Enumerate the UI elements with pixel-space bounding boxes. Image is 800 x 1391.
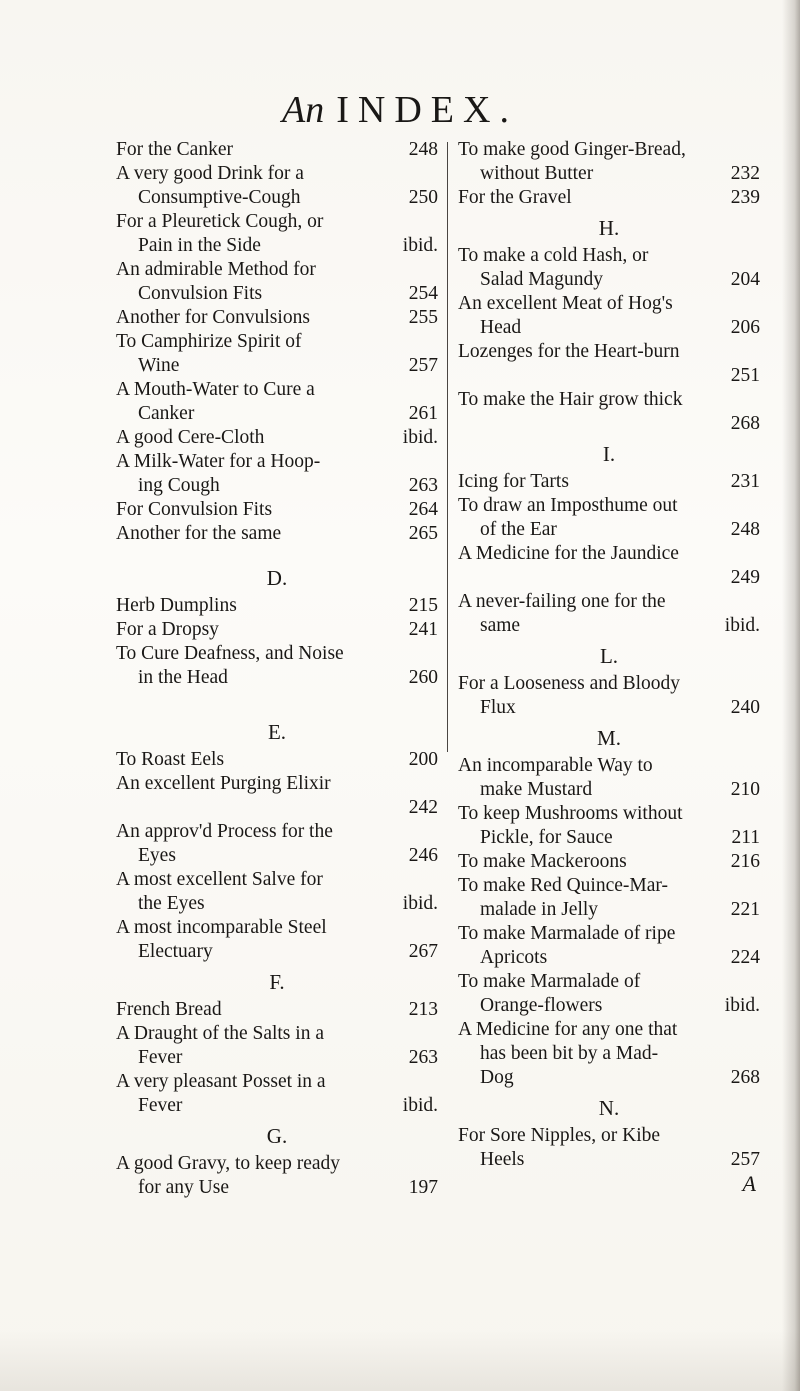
entry-line: [458, 922, 760, 946]
page-number: ibid.: [402, 893, 438, 914]
entry-text: For the Gravel: [458, 187, 572, 208]
page-number: 257: [408, 355, 438, 376]
index-entry: [458, 186, 760, 210]
index-entry: [116, 820, 438, 868]
page-number: 242: [408, 797, 438, 818]
page-number: 231: [730, 471, 760, 492]
entry-text: Fever: [138, 1095, 183, 1116]
entry-text: make Mustard: [480, 779, 593, 800]
page-number: ibid.: [724, 615, 760, 636]
index-entry: [458, 590, 760, 638]
index-entry: [116, 594, 438, 618]
entry-text: To make Marmalade of: [458, 971, 641, 992]
entry-text: Another for Convulsions: [116, 307, 310, 328]
index-entry: [116, 1022, 438, 1070]
entry-line: [116, 998, 438, 1022]
index-entry: [116, 426, 438, 450]
page-number: 257: [730, 1149, 760, 1170]
entry-text: An admirable Method for: [116, 259, 316, 280]
entry-line: [458, 1018, 760, 1042]
entry-line: [458, 994, 760, 1018]
index-entry: [116, 618, 438, 642]
entry-text: A Medicine for the Jaundice: [458, 543, 679, 564]
entry-line: [458, 970, 760, 994]
page-number: 246: [408, 845, 438, 866]
entry-line: [458, 590, 760, 614]
entry-text: Pickle, for Sauce: [480, 827, 613, 848]
page-number: 197: [408, 1177, 438, 1198]
index-entry: [458, 850, 760, 874]
catchword: A: [742, 1171, 756, 1196]
page-number: 210: [730, 779, 760, 800]
page-number: 254: [408, 283, 438, 304]
entry-text: To make Marmalade of ripe: [458, 923, 676, 944]
entry-text: Salad Magundy: [480, 269, 603, 290]
entry-line: [116, 820, 438, 844]
entry-text: To make a cold Hash, or: [458, 245, 649, 266]
entry-line: [116, 1022, 438, 1046]
page-number: ibid.: [402, 1095, 438, 1116]
index-entry: [458, 1018, 760, 1090]
index-entry: [116, 330, 438, 378]
entry-text: To Camphirize Spirit of: [116, 331, 302, 352]
entry-text: Icing for Tarts: [458, 471, 569, 492]
entry-text: A Milk-Water for a Hoop-: [116, 451, 321, 472]
entry-text: A never-failing one for the: [458, 591, 666, 612]
page-number: 216: [730, 851, 760, 872]
entry-line: [116, 868, 438, 892]
index-entry: [458, 672, 760, 720]
entry-line: [116, 522, 438, 546]
page-number: ibid.: [402, 427, 438, 448]
entry-text: Fever: [138, 1047, 183, 1068]
index-entry: [458, 802, 760, 850]
entry-line: [116, 844, 438, 868]
entry-text: To Roast Eels: [116, 749, 225, 770]
entry-line: [458, 778, 760, 802]
page-number: 206: [730, 317, 760, 338]
section-letter: H.: [598, 216, 620, 240]
running-head-italic: An: [282, 89, 325, 131]
page-edge-shadow: [782, 0, 800, 1391]
entry-line: [116, 796, 438, 820]
entry-line: [116, 1152, 438, 1176]
page-number: 263: [408, 475, 438, 496]
entry-line: [116, 162, 438, 186]
entry-text: in the Head: [138, 667, 228, 688]
entry-line: [116, 402, 438, 426]
page-number: 241: [408, 619, 438, 640]
entry-line: [116, 1046, 438, 1070]
entry-line: [116, 450, 438, 474]
index-entry: [458, 922, 760, 970]
index-entry: [116, 258, 438, 306]
right-column: [458, 138, 760, 1196]
page-number: 268: [730, 1067, 760, 1088]
entry-line: [458, 874, 760, 898]
entry-line: [116, 210, 438, 234]
entry-line: [116, 892, 438, 916]
page-number: 263: [408, 1047, 438, 1068]
index-entry: [116, 306, 438, 330]
section-letter: G.: [266, 1124, 288, 1148]
entry-line: [116, 258, 438, 282]
page-number: 251: [730, 365, 760, 386]
entry-line: [116, 426, 438, 450]
entry-text: A very pleasant Posset in a: [116, 1071, 326, 1092]
index-entry: [458, 292, 760, 340]
index-entry: [116, 1070, 438, 1118]
entry-text: Dog: [480, 1067, 514, 1088]
index-entry: [116, 868, 438, 916]
entry-line: [458, 162, 760, 186]
entry-line: [458, 364, 760, 388]
index-entry: [116, 642, 438, 690]
entry-text: An excellent Purging Elixir: [116, 773, 331, 794]
entry-line: [458, 566, 760, 590]
entry-text: A good Cere-Cloth: [116, 427, 265, 448]
entry-text: A Mouth-Water to Cure a: [116, 379, 315, 400]
entry-line: [458, 244, 760, 268]
entry-line: [458, 898, 760, 922]
page-number: 204: [730, 269, 760, 290]
entry-text: Electuary: [138, 941, 213, 962]
entry-text: Lozenges for the Heart-burn: [458, 341, 680, 362]
entry-line: [116, 940, 438, 964]
page-number: 264: [408, 499, 438, 520]
section-spacer: [116, 690, 438, 714]
entry-line: [116, 1176, 438, 1200]
entry-text: Pain in the Side: [138, 235, 261, 256]
page-number: 261: [408, 403, 438, 424]
page-number: 215: [408, 595, 438, 616]
page-number: ibid.: [402, 235, 438, 256]
entry-text: To make good Ginger-Bread,: [458, 139, 686, 160]
entry-text: A most excellent Salve for: [116, 869, 323, 890]
page-number: 248: [408, 139, 438, 160]
entry-text: Head: [480, 317, 522, 338]
page-number: ibid.: [724, 995, 760, 1016]
page-number: 200: [408, 749, 438, 770]
page-number: 267: [408, 941, 438, 962]
entry-text: ing Cough: [138, 475, 220, 496]
entry-line: [458, 268, 760, 292]
section-letter: M.: [597, 726, 621, 750]
page-bottom-shadow: [0, 1331, 800, 1391]
page-number: 221: [730, 899, 760, 920]
entry-line: [458, 1148, 760, 1172]
entry-line: [116, 306, 438, 330]
section-letter: L.: [599, 644, 619, 668]
page-number: 224: [730, 947, 760, 968]
entry-line: [116, 498, 438, 522]
entry-text: A very good Drink for a: [116, 163, 304, 184]
entry-line: [116, 186, 438, 210]
entry-text: without Butter: [480, 163, 594, 184]
entry-line: [458, 494, 760, 518]
page-number: 240: [730, 697, 760, 718]
index-entry: [458, 494, 760, 542]
entry-line: [116, 138, 438, 162]
index-entry: [116, 522, 438, 546]
entry-text: To draw an Imposthume out: [458, 495, 678, 516]
entry-line: [458, 138, 760, 162]
index-entry: [458, 470, 760, 494]
entry-line: [116, 354, 438, 378]
entry-text: Wine: [138, 355, 180, 376]
entry-line: [116, 234, 438, 258]
column-rule: [447, 142, 448, 752]
page-number: 249: [730, 567, 760, 588]
entry-text: for any Use: [138, 1177, 229, 1198]
index-entry: [458, 970, 760, 1018]
entry-line: [116, 594, 438, 618]
entry-line: [116, 1094, 438, 1118]
entry-text: For a Dropsy: [116, 619, 219, 640]
entry-line: [458, 802, 760, 826]
entry-text: A Draught of the Salts in a: [116, 1023, 324, 1044]
entry-text: Apricots: [480, 947, 548, 968]
index-entry: [116, 748, 438, 772]
index-entry: [458, 874, 760, 922]
entry-text: Eyes: [138, 845, 176, 866]
page-number: 260: [408, 667, 438, 688]
page-number: 255: [408, 307, 438, 328]
entry-text: For Sore Nipples, or Kibe: [458, 1125, 661, 1146]
entry-line: [116, 618, 438, 642]
section-letter: E.: [267, 720, 287, 744]
entry-line: [458, 826, 760, 850]
page-number: 250: [408, 187, 438, 208]
index-entry: [116, 998, 438, 1022]
entry-line: [458, 412, 760, 436]
entry-line: [458, 754, 760, 778]
index-entry: [458, 340, 760, 388]
index-entry: [116, 162, 438, 210]
section-letter: D.: [266, 566, 288, 590]
index-entry: [458, 138, 760, 186]
index-entry: [116, 378, 438, 426]
running-head-title: INDEX.: [336, 89, 518, 131]
entry-text: Convulsion Fits: [138, 283, 263, 304]
entry-text: Flux: [480, 697, 516, 718]
entry-text: To Cure Deafness, and Noise: [116, 643, 344, 664]
entry-text: For a Looseness and Bloody: [458, 673, 681, 694]
entry-line: [458, 1124, 760, 1148]
entry-line: [458, 614, 760, 638]
entry-line: [458, 672, 760, 696]
entry-text: Canker: [138, 403, 195, 424]
entry-text: same: [480, 615, 521, 636]
index-entry: [116, 210, 438, 258]
left-column: [116, 138, 438, 1200]
index-entry: [458, 754, 760, 802]
entry-text: To keep Mushrooms without: [458, 803, 683, 824]
entry-line: [116, 666, 438, 690]
entry-text: A most incomparable Steel: [116, 917, 327, 938]
entry-line: [458, 186, 760, 210]
entry-line: [458, 946, 760, 970]
entry-line: [116, 282, 438, 306]
entry-text: Consumptive-Cough: [138, 187, 301, 208]
entry-line: [458, 518, 760, 542]
entry-line: [116, 916, 438, 940]
entry-line: [458, 542, 760, 566]
index-entry: [116, 450, 438, 498]
index-entry: [458, 244, 760, 292]
page-number: 213: [408, 999, 438, 1020]
page-number: 268: [730, 413, 760, 434]
index-entry: [116, 498, 438, 522]
entry-text: For a Pleuretick Cough, or: [116, 211, 324, 232]
entry-line: [458, 696, 760, 720]
page-number: 211: [731, 827, 760, 848]
entry-line: [458, 388, 760, 412]
entry-text: A Medicine for any one that: [458, 1019, 678, 1040]
entry-text: An excellent Meat of Hog's: [458, 293, 673, 314]
entry-line: [116, 748, 438, 772]
page-number: 232: [730, 163, 760, 184]
index-entry: [458, 388, 760, 436]
section-letter: F.: [269, 970, 285, 994]
entry-text: For the Canker: [116, 139, 233, 160]
entry-line: [116, 378, 438, 402]
page-number: 265: [408, 523, 438, 544]
entry-text: Another for the same: [116, 523, 282, 544]
running-head: [0, 88, 800, 132]
entry-text: An incomparable Way to: [458, 755, 653, 776]
entry-text: Orange-flowers: [480, 995, 603, 1016]
entry-line: [458, 850, 760, 874]
entry-line: [116, 642, 438, 666]
entry-text: Herb Dumplins: [116, 595, 237, 616]
entry-text: A good Gravy, to keep ready: [116, 1153, 341, 1174]
index-entry: [116, 772, 438, 820]
entry-text: For Convulsion Fits: [116, 499, 273, 520]
entry-line: [458, 292, 760, 316]
page-number: 239: [730, 187, 760, 208]
entry-text: An approv'd Process for the: [116, 821, 333, 842]
entry-line: [116, 330, 438, 354]
entry-text: malade in Jelly: [480, 899, 599, 920]
entry-line: [116, 1070, 438, 1094]
entry-text: To make the Hair grow thick: [458, 389, 683, 410]
entry-line: [116, 474, 438, 498]
section-letter: I.: [602, 442, 616, 466]
index-entry: [458, 1124, 760, 1172]
entry-text: To make Red Quince-Mar-: [458, 875, 668, 896]
index-entry: [458, 542, 760, 590]
entry-line: [458, 470, 760, 494]
entry-text: the Eyes: [138, 893, 205, 914]
index-entry: [116, 138, 438, 162]
entry-text: of the Ear: [480, 519, 557, 540]
index-entry: [116, 916, 438, 964]
entry-line: [458, 316, 760, 340]
entry-line: [458, 1066, 760, 1090]
section-letter: N.: [598, 1096, 620, 1120]
entry-line: [458, 1042, 760, 1066]
entry-line: [116, 772, 438, 796]
entry-text: Heels: [480, 1149, 525, 1170]
entry-text: has been bit by a Mad-: [480, 1043, 659, 1064]
page-number: 248: [730, 519, 760, 540]
index-entry: [116, 1152, 438, 1200]
entry-line: [458, 340, 760, 364]
entry-text: To make Mackeroons: [458, 851, 627, 872]
entry-text: French Bread: [116, 999, 222, 1020]
section-spacer: [116, 546, 438, 560]
